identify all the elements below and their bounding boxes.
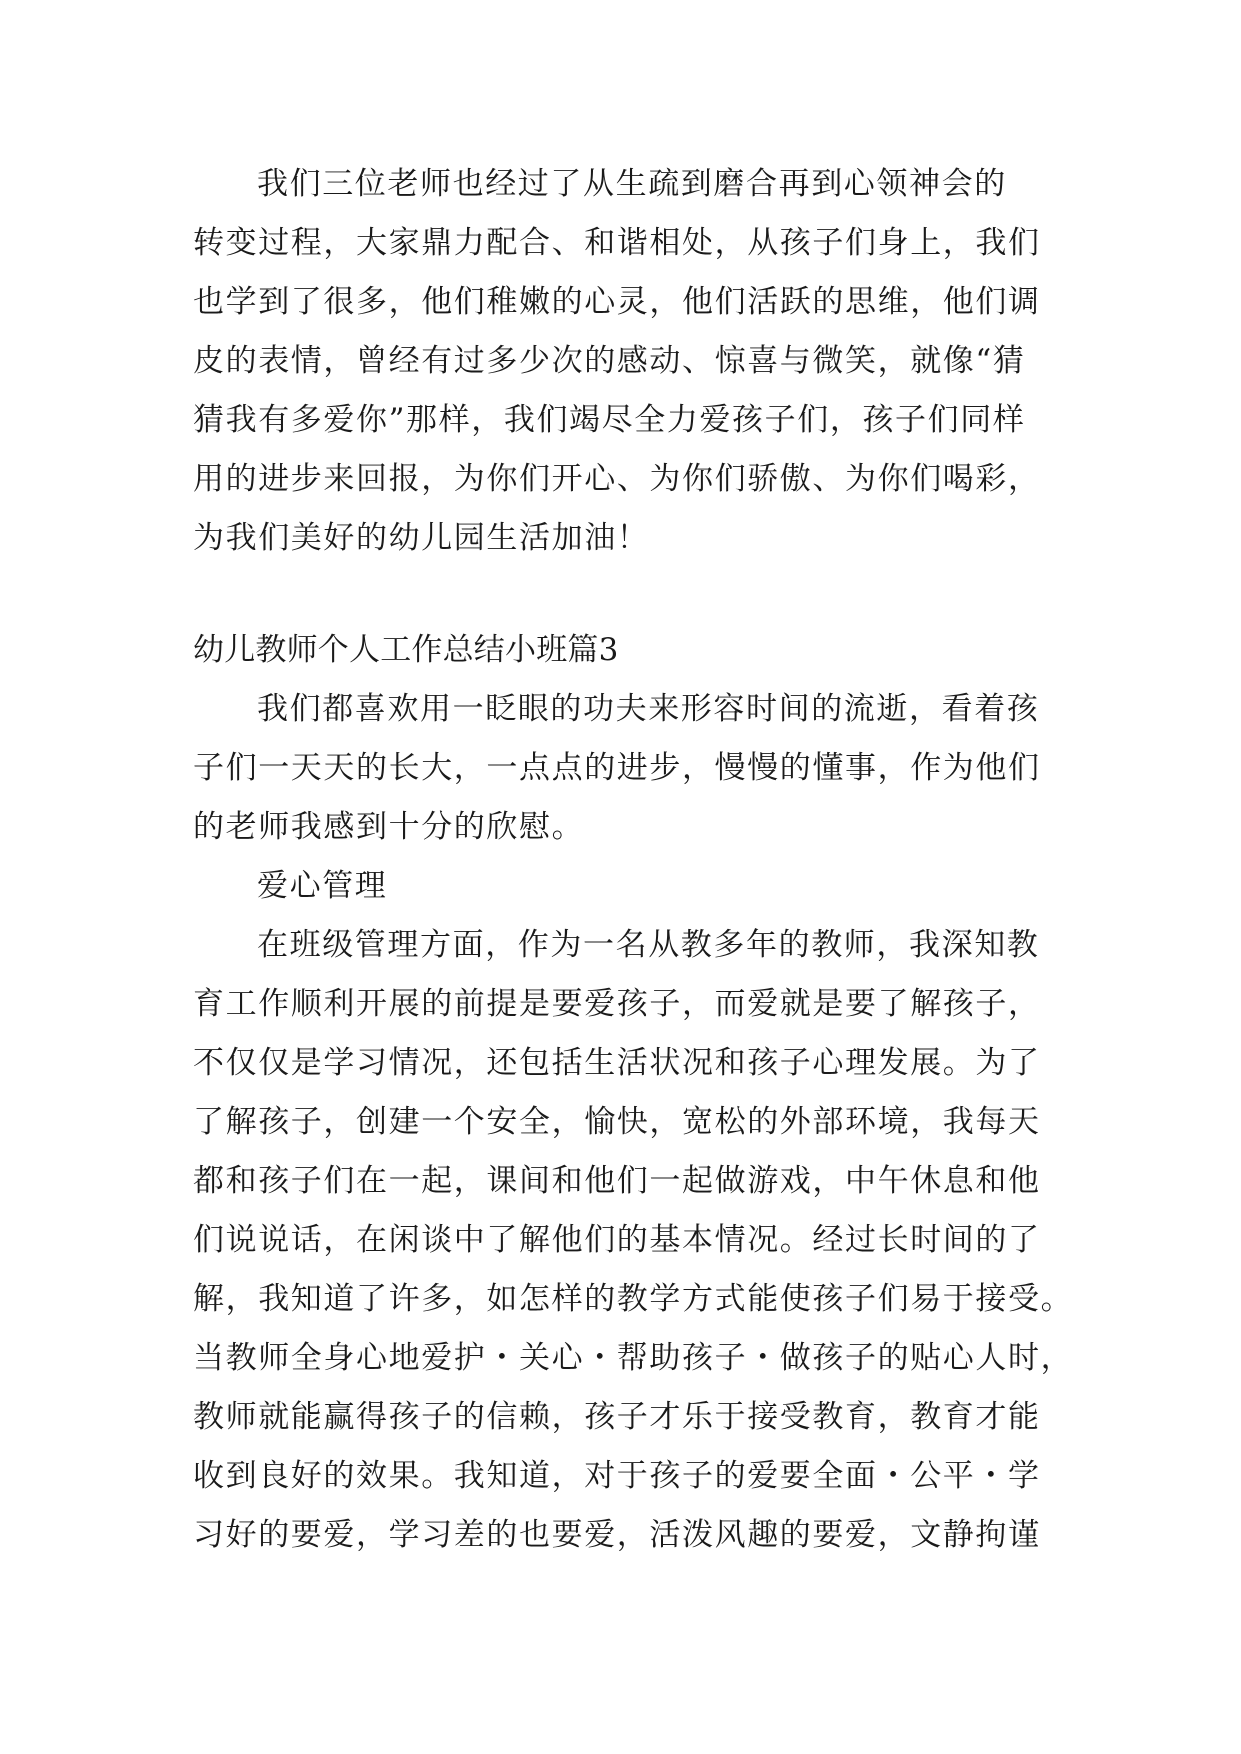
section-title: 幼儿教师个人工作总结小班篇3 bbox=[193, 632, 619, 668]
paragraph-3-line-3: 不仅仅是学习情况，还包括生活状况和孩子心理发展。为了 bbox=[193, 1045, 1041, 1081]
paragraph-1-line-1: 我们三位老师也经过了从生疏到磨合再到心领神会的 bbox=[257, 166, 1007, 202]
paragraph-2-line-1: 我们都喜欢用一眨眼的功夫来形容时间的流逝，看着孩 bbox=[257, 691, 1040, 727]
paragraph-3-line-5: 都和孩子们在一起，课间和他们一起做游戏，中午休息和他 bbox=[193, 1163, 1041, 1199]
paragraph-2-line-3: 的老师我感到十分的欣慰。 bbox=[193, 809, 585, 845]
paragraph-3-line-8: 当教师全身心地爱护・关心・帮助孩子・做孩子的贴心人时， bbox=[193, 1340, 1074, 1376]
paragraph-3-line-2: 育工作顺利开展的前提是要爱孩子，而爱就是要了解孩子， bbox=[193, 986, 1041, 1022]
paragraph-1-line-4: 皮的表情，曾经有过多少次的感动、惊喜与微笑，就像“猜 bbox=[193, 343, 1026, 379]
paragraph-2-line-2: 子们一天天的长大，一点点的进步，慢慢的懂事，作为他们 bbox=[193, 750, 1041, 786]
paragraph-1-line-6: 用的进步来回报，为你们开心、为你们骄傲、为你们喝彩， bbox=[193, 461, 1041, 497]
paragraph-1-line-5: 猜我有多爱你”那样，我们竭尽全力爱孩子们，孩子们同样 bbox=[193, 402, 1026, 438]
paragraph-1-line-7: 为我们美好的幼儿园生活加油！ bbox=[193, 520, 650, 556]
paragraph-3-line-9: 教师就能赢得孩子的信赖，孩子才乐于接受教育，教育才能 bbox=[193, 1399, 1041, 1435]
subheading: 爱心管理 bbox=[257, 868, 388, 904]
paragraph-1-line-2: 转变过程，大家鼎力配合、和谐相处，从孩子们身上，我们 bbox=[193, 225, 1041, 261]
paragraph-1-line-3: 也学到了很多，他们稚嫩的心灵，他们活跃的思维，他们调 bbox=[193, 284, 1041, 320]
paragraph-3-line-11: 习好的要爱，学习差的也要爱，活泼风趣的要爱，文静拘谨 bbox=[193, 1517, 1041, 1553]
paragraph-3-line-4: 了解孩子，创建一个安全，愉快，宽松的外部环境，我每天 bbox=[193, 1104, 1041, 1140]
paragraph-3-line-7: 解，我知道了许多，如怎样的教学方式能使孩子们易于接受。 bbox=[193, 1281, 1074, 1317]
paragraph-3-line-1: 在班级管理方面，作为一名从教多年的教师，我深知教 bbox=[257, 927, 1040, 963]
paragraph-3-line-6: 们说说话，在闲谈中了解他们的基本情况。经过长时间的了 bbox=[193, 1222, 1041, 1258]
paragraph-3-line-10: 收到良好的效果。我知道，对于孩子的爱要全面・公平・学 bbox=[193, 1458, 1041, 1494]
